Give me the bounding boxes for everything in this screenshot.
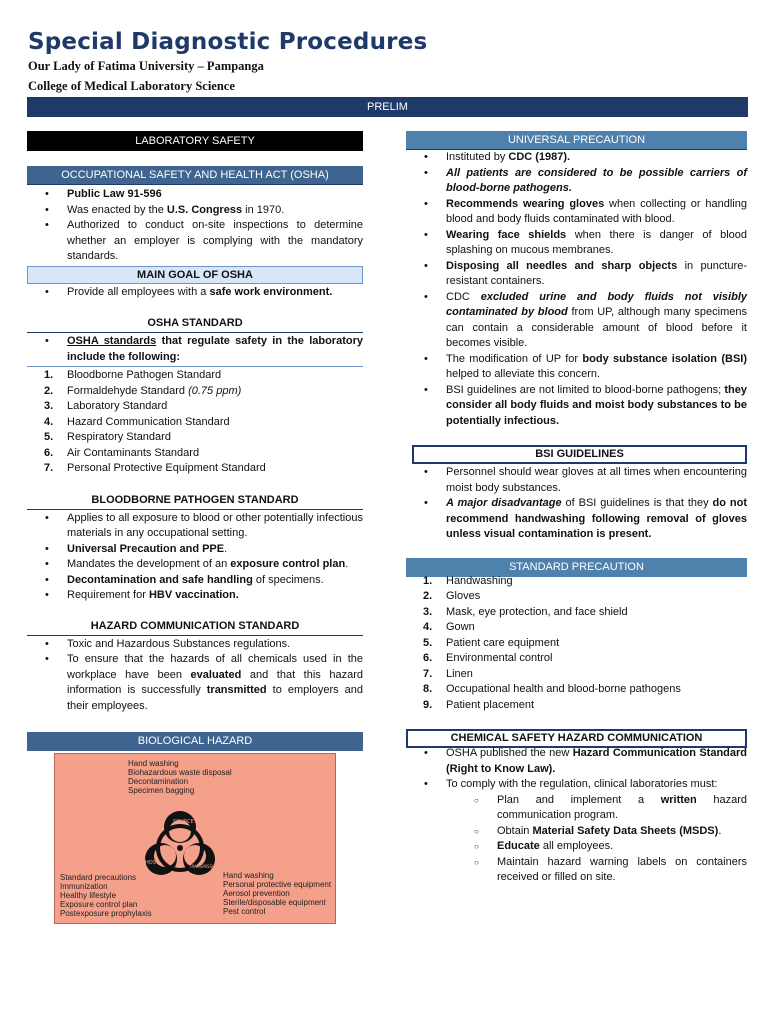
figure-label: Hand washing	[223, 871, 274, 880]
list-item: • Requirement for HBV vaccination.	[27, 588, 363, 604]
list-item: 1. Handwashing	[423, 574, 513, 587]
exam-period-banner: PRELIM	[27, 97, 748, 117]
hcs-header: HAZARD COMMUNICATION STANDARD	[90, 619, 300, 632]
bio-hazard-header: BIOLOGICAL HAZARD	[27, 732, 363, 751]
figure-label: Decontamination	[128, 777, 189, 786]
list-item: ○ Obtain Material Safety Data Sheets (MSDS).	[406, 824, 747, 840]
biohazard-figure	[54, 753, 336, 924]
bbp-header: BLOODBORNE PATHOGEN STANDARD	[91, 493, 299, 506]
list-item: 2. Formaldehyde Standard (0.75 ppm)	[44, 384, 242, 397]
list-item: 6. Environmental control	[423, 652, 553, 664]
list-item: • Universal Precaution and PPE.	[27, 542, 363, 558]
figure-label: Pest control	[223, 907, 266, 916]
list-item: 1. Bloodborne Pathogen Standard	[44, 369, 222, 381]
list-item: 5. Respiratory Standard	[44, 431, 171, 443]
figure-label: Immunization	[60, 882, 108, 891]
bsi-list	[406, 465, 747, 543]
figure-label: Sterile/disposable equipment	[223, 898, 326, 907]
list-item: 5. Patient care equipment	[423, 636, 560, 649]
up-header: UNIVERSAL PRECAUTION	[406, 131, 747, 150]
list-item: 4. Gown	[423, 621, 475, 633]
up-list	[406, 150, 747, 429]
list-item: • To ensure that the hazards of all chemicals used in the workplace have been evaluated and that this hazard information is successfully transmitted to employers and their employees.	[27, 652, 363, 714]
right-column	[406, 131, 747, 886]
list-item: • BSI guidelines are not limited to blood-borne pathogens; they consider all body fluids and moist body substances to be potentially infectious.	[406, 383, 747, 430]
ring-label: TRANSMISSION	[189, 864, 220, 869]
sp-header: STANDARD PRECAUTION	[406, 558, 747, 577]
list-item: ○ Educate all employees.	[406, 839, 747, 855]
osha-standard-header: OSHA STANDARD	[147, 317, 243, 329]
list-item: 7. Personal Protective Equipment Standard	[44, 462, 266, 474]
list-item: • Public Law 91-596	[27, 187, 363, 203]
list-item: • To comply with the regulation, clinical laboratories must:	[406, 777, 747, 793]
main-goal-list	[27, 285, 363, 301]
list-item: • Wearing face shields when there is danger of blood splashing on mucous membranes.	[406, 228, 747, 259]
list-item: • A major disadvantage of BSI guidelines is that they do not recommend handwashing following removal of gloves unless visual contamination is present.	[406, 496, 747, 543]
list-item: 2. Gloves	[423, 590, 481, 602]
bsi-header: BSI GUIDELINES	[412, 445, 747, 464]
figure-label: Healthy lifestyle	[60, 891, 117, 900]
list-item: • Provide all employees with a safe work environment.	[27, 285, 363, 301]
list-item: • Applies to all exposure to blood or other potentially infectious materials in any occupational setting.	[27, 511, 363, 542]
main-goal-header: MAIN GOAL OF OSHA	[27, 266, 363, 284]
osha-list	[27, 187, 363, 265]
list-item: 6. Air Contaminants Standard	[44, 446, 200, 459]
list-item: 4. Hazard Communication Standard	[44, 415, 230, 428]
list-item: ○ Maintain hazard warning labels on containers received or filled on site.	[406, 855, 747, 886]
ring-label: SOURCE	[173, 819, 194, 825]
list-item: 3. Laboratory Standard	[44, 400, 168, 412]
list-item: • All patients are considered to be possible carriers of blood-borne pathogens.	[406, 166, 747, 197]
list-item: 8. Occupational health and blood-borne pathogens	[423, 683, 681, 695]
list-item: • Authorized to conduct on-site inspections to determine whether an employer is complying with the mandatory standards.	[27, 218, 363, 265]
list-item: • Instituted by CDC (1987).	[406, 150, 747, 166]
university-name: Our Lady of Fatima University – Pampanga	[28, 59, 264, 73]
osha-standard-intro	[27, 334, 363, 367]
figure-label: Standard precautions	[60, 873, 137, 882]
figure-label: Hand washing	[128, 759, 179, 768]
bbp-list	[27, 511, 363, 604]
figure-label: Personal protective equipment	[223, 880, 332, 889]
list-item: 7. Linen	[423, 667, 473, 680]
list-item: • CDC excluded urine and body fluids not visibly contaminated by blood from UP, although many specimens can contain a considerable amount of blood before it becomes visible.	[406, 290, 747, 352]
list-item: • Was enacted by the U.S. Congress in 1970.	[27, 203, 363, 219]
sp-list	[406, 574, 747, 714]
list-item: • Decontamination and safe handling of specimens.	[27, 573, 363, 589]
list-item: • OSHA published the new Hazard Communication Standard (Right to Know Law).	[406, 746, 747, 777]
biohazard-symbol-icon	[139, 806, 221, 884]
list-item: ○ Plan and implement a written hazard communication program.	[406, 793, 747, 824]
list-item: 9. Patient placement	[423, 698, 535, 711]
college-name: College of Medical Laboratory Science	[28, 79, 235, 93]
figure-label: Aerosol prevention	[223, 889, 290, 898]
cshc-list	[406, 746, 747, 793]
ring-label: HOST	[145, 860, 159, 866]
page-title: Special Diagnostic Procedures	[28, 29, 428, 55]
figure-label: Biohazardous waste disposal	[128, 768, 232, 777]
list-item: • Toxic and Hazardous Substances regulations.	[27, 637, 363, 653]
figure-label: Postexposure prophylaxis	[60, 909, 152, 918]
list-item: • The modification of UP for body substance isolation (BSI) helped to alleviate this concern.	[406, 352, 747, 383]
osha-standard-list	[27, 368, 363, 477]
list-item: 3. Mask, eye protection, and face shield	[423, 605, 628, 618]
hcs-list	[27, 637, 363, 715]
lab-safety-header: LABORATORY SAFETY	[27, 131, 363, 151]
list-item: • OSHA standards that regulate safety in the laboratory include the following:	[27, 334, 363, 365]
cshc-header: CHEMICAL SAFETY HAZARD COMMUNICATION	[406, 729, 747, 748]
left-column	[27, 131, 363, 924]
list-item: • Recommends wearing gloves when collecting or handling blood and body fluids contaminated with blood.	[406, 197, 747, 228]
figure-label: Specimen bagging	[128, 786, 195, 795]
list-item: • Personnel should wear gloves at all times when encountering moist body substances.	[406, 465, 747, 496]
cshc-sublist	[406, 793, 747, 886]
list-item: • Mandates the development of an exposure control plan.	[27, 557, 363, 573]
list-item: • Disposing all needles and sharp objects in puncture-resistant containers.	[406, 259, 747, 290]
figure-label: Exposure control plan	[60, 900, 138, 909]
osha-header: OCCUPATIONAL SAFETY AND HEALTH ACT (OSHA)	[27, 166, 363, 185]
